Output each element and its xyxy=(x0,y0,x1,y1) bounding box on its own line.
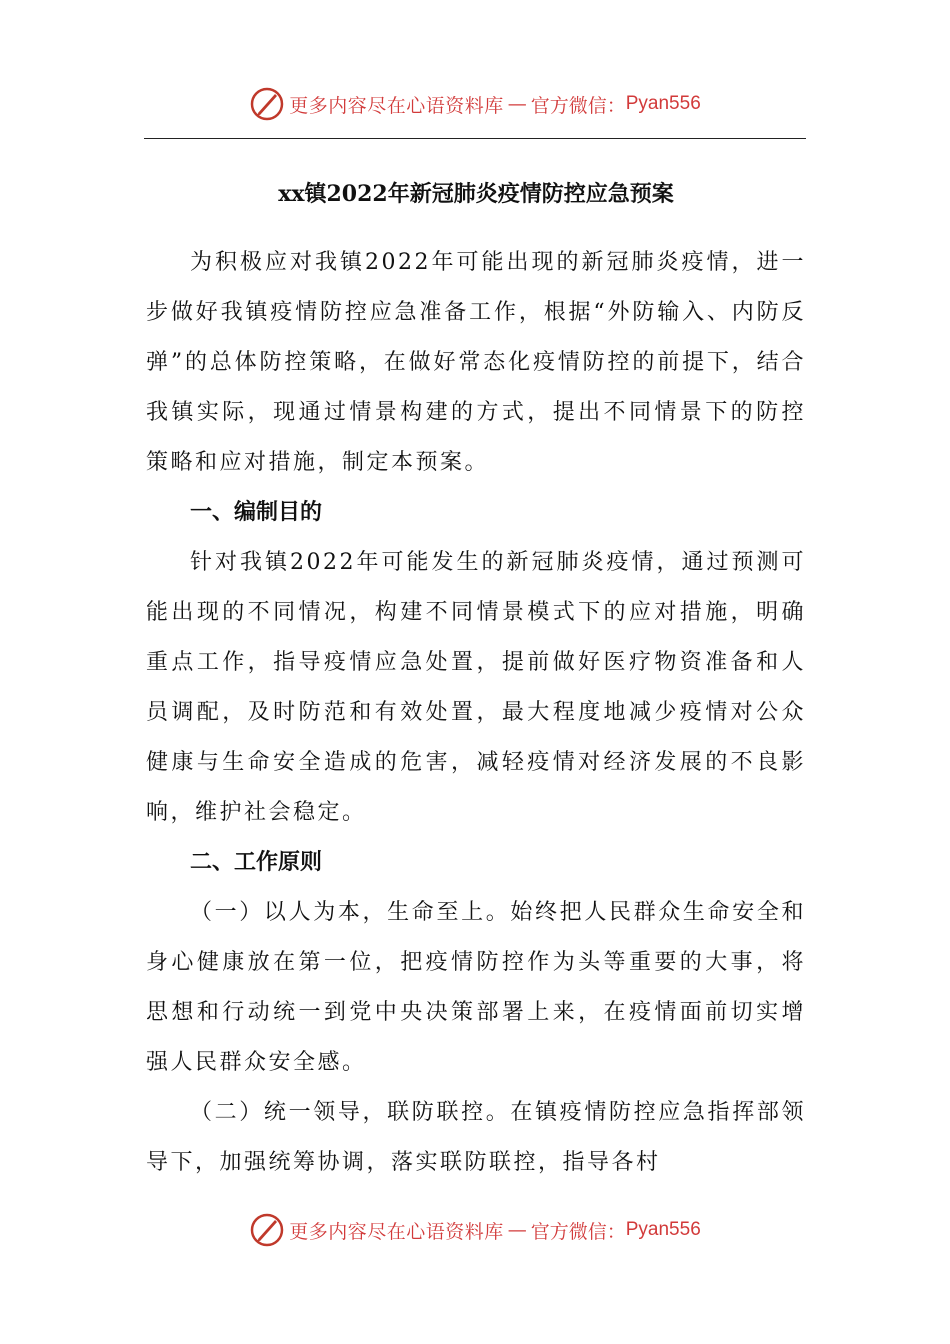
principle-1-lead: （一）以人为本，生命至上。 xyxy=(190,900,511,925)
watermark-footer xyxy=(0,1210,950,1250)
header-divider xyxy=(144,138,806,139)
principle-1-body: 始终把人民群众生命安全和身心健康放在第一位，把疫情防控作为头等重要的大事，将思想和行动统一到党中央决策部署上来，在疫情面前切实增强人民群众安全感。 xyxy=(146,900,806,1075)
principle-2-body: 在镇疫情防控应急指挥部领导下，加强统筹协调，落实联防联控，指导各村 xyxy=(146,1100,806,1175)
watermark-text: 更多内容尽在心语资料库 xyxy=(289,94,504,117)
watermark-header xyxy=(0,84,950,124)
watermark-handle: Pyan556 xyxy=(625,93,701,114)
section-1-paragraph: 针对我镇2022年可能发生的新冠肺炎疫情，通过预测可能出现的不同情况，构建不同情景模式下的应对措施，明确重点工作，指导疫情应急处置，提前做好医疗物资准备和人员调配，及时防范和有效处置，最大程度地减少疫情对公众健康与生命安全造成的危害，减轻疫情对经济发展的不良影响，维护社会稳定。 xyxy=(146,550,806,825)
watermark-dash: — xyxy=(507,1219,527,1241)
document-body xyxy=(146,162,806,1188)
section-heading-2: 二、工作原则 xyxy=(190,850,323,875)
principle-1-paragraph xyxy=(146,888,806,1088)
quill-logo-icon xyxy=(249,1212,285,1248)
principle-2-paragraph xyxy=(146,1088,806,1188)
intro-paragraph: 为积极应对我镇2022年可能出现的新冠肺炎疫情，进一步做好我镇疫情防控应急准备工作，根据“外防输入、内防反弹”的总体防控策略，在做好常态化疫情防控的前提下，结合我镇实际，现通过情景构建的方式，提出不同情景下的防控策略和应对措施，制定本预案。 xyxy=(146,250,806,475)
watermark-label: 官方微信： xyxy=(530,1220,626,1243)
section-heading-1: 一、编制目的 xyxy=(190,500,323,525)
quill-logo-icon xyxy=(249,86,285,122)
watermark-handle: Pyan556 xyxy=(625,1219,701,1240)
watermark-text: 更多内容尽在心语资料库 xyxy=(289,1220,504,1243)
watermark-label: 官方微信： xyxy=(530,94,626,117)
principle-2-lead: （二）统一领导，联防联控。 xyxy=(190,1100,511,1125)
document-title: xx镇2022年新冠肺炎疫情防控应急预案 xyxy=(278,181,674,207)
watermark-dash: — xyxy=(507,93,527,115)
